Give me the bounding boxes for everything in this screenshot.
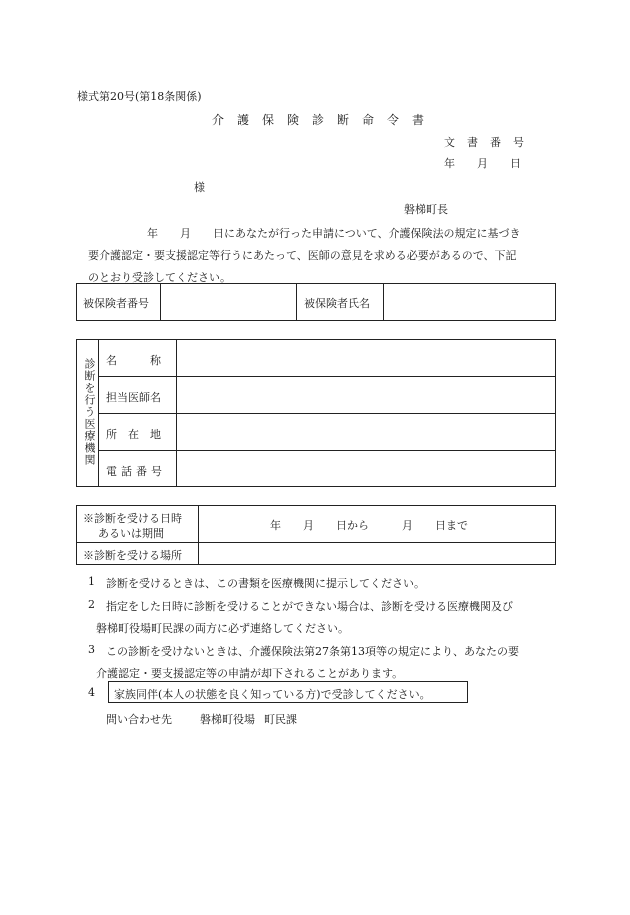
clinic-name-field[interactable] [181, 346, 551, 370]
contact-office: 磐梯町役場 [200, 713, 255, 726]
note-4-text: 家族同伴(本人の状態を良く知っている方)で受診してください。 [114, 688, 431, 701]
note-4-number: 4 [88, 686, 95, 699]
clinic-phone-field[interactable] [181, 457, 551, 481]
doctor-name-label: 担当医師名 [106, 391, 161, 404]
place-field[interactable] [205, 544, 550, 562]
clinic-phone-label: 電話番号 [106, 465, 166, 478]
note-4-box [108, 681, 468, 703]
page-title: 介護保険診断命令書 [212, 113, 438, 127]
note-2-number: 2 [88, 598, 95, 611]
clinic-address-label: 所 在 地 [106, 428, 161, 441]
issuer-name: 磐梯町長 [404, 203, 448, 216]
body-line-3: のとおり受診してください。 [88, 271, 231, 284]
note-2-text-line-1: 指定をした日時に診断を受けることができない場合は、診断を受ける医療機関及び [106, 600, 513, 613]
addressee-suffix: 様 [194, 181, 205, 194]
insured-table [76, 283, 556, 321]
document-number-label: 文書番号 [444, 136, 536, 149]
insured-name-field[interactable] [389, 290, 549, 314]
place-label: ※診断を受ける場所 [83, 549, 182, 562]
schedule-table [76, 505, 556, 565]
insured-number-field[interactable] [165, 290, 291, 314]
doctor-name-field[interactable] [181, 383, 551, 407]
insured-number-label: 被保険者番号 [83, 297, 149, 310]
note-1-number: 1 [88, 575, 95, 588]
note-3-number: 3 [88, 643, 95, 656]
clinic-side-label: 診断を行う医療機関 [83, 358, 96, 466]
clinic-name-label: 名 称 [106, 354, 161, 367]
note-3-text-line-1: この診断を受けないときは、介護保険法第27条第13項等の規定により、あなたの要 [106, 645, 519, 658]
body-line-1: 年 月 日にあなたが行った申請について、介護保険法の規定に基づき [147, 227, 521, 240]
period-label-line-1: ※診断を受ける日時 [83, 512, 182, 525]
body-line-2: 要介護認定・要支援認定等行うにあたって、医師の意見を求める必要があるので、下記 [88, 249, 517, 262]
note-1-text: 診断を受けるときは、この書類を医療機関に提示してください。 [106, 577, 425, 590]
clinic-address-field[interactable] [181, 420, 551, 444]
clinic-table [76, 339, 556, 487]
insured-name-label: 被保険者氏名 [304, 297, 370, 310]
contact-section: 町民課 [264, 713, 297, 726]
period-value[interactable]: 年 月 日から 月 日まで [270, 519, 468, 532]
form-id: 様式第20号(第18条関係) [77, 90, 202, 103]
contact-label: 問い合わせ先 [106, 713, 172, 726]
note-3-text-line-2: 介護認定・要支援認定等の申請が却下されることがあります。 [96, 667, 404, 680]
period-label-line-2: あるいは期間 [98, 527, 164, 540]
note-2-text-line-2: 磐梯町役場町民課の両方に必ず連絡してください。 [96, 622, 349, 635]
issue-date: 年 月 日 [444, 157, 521, 170]
